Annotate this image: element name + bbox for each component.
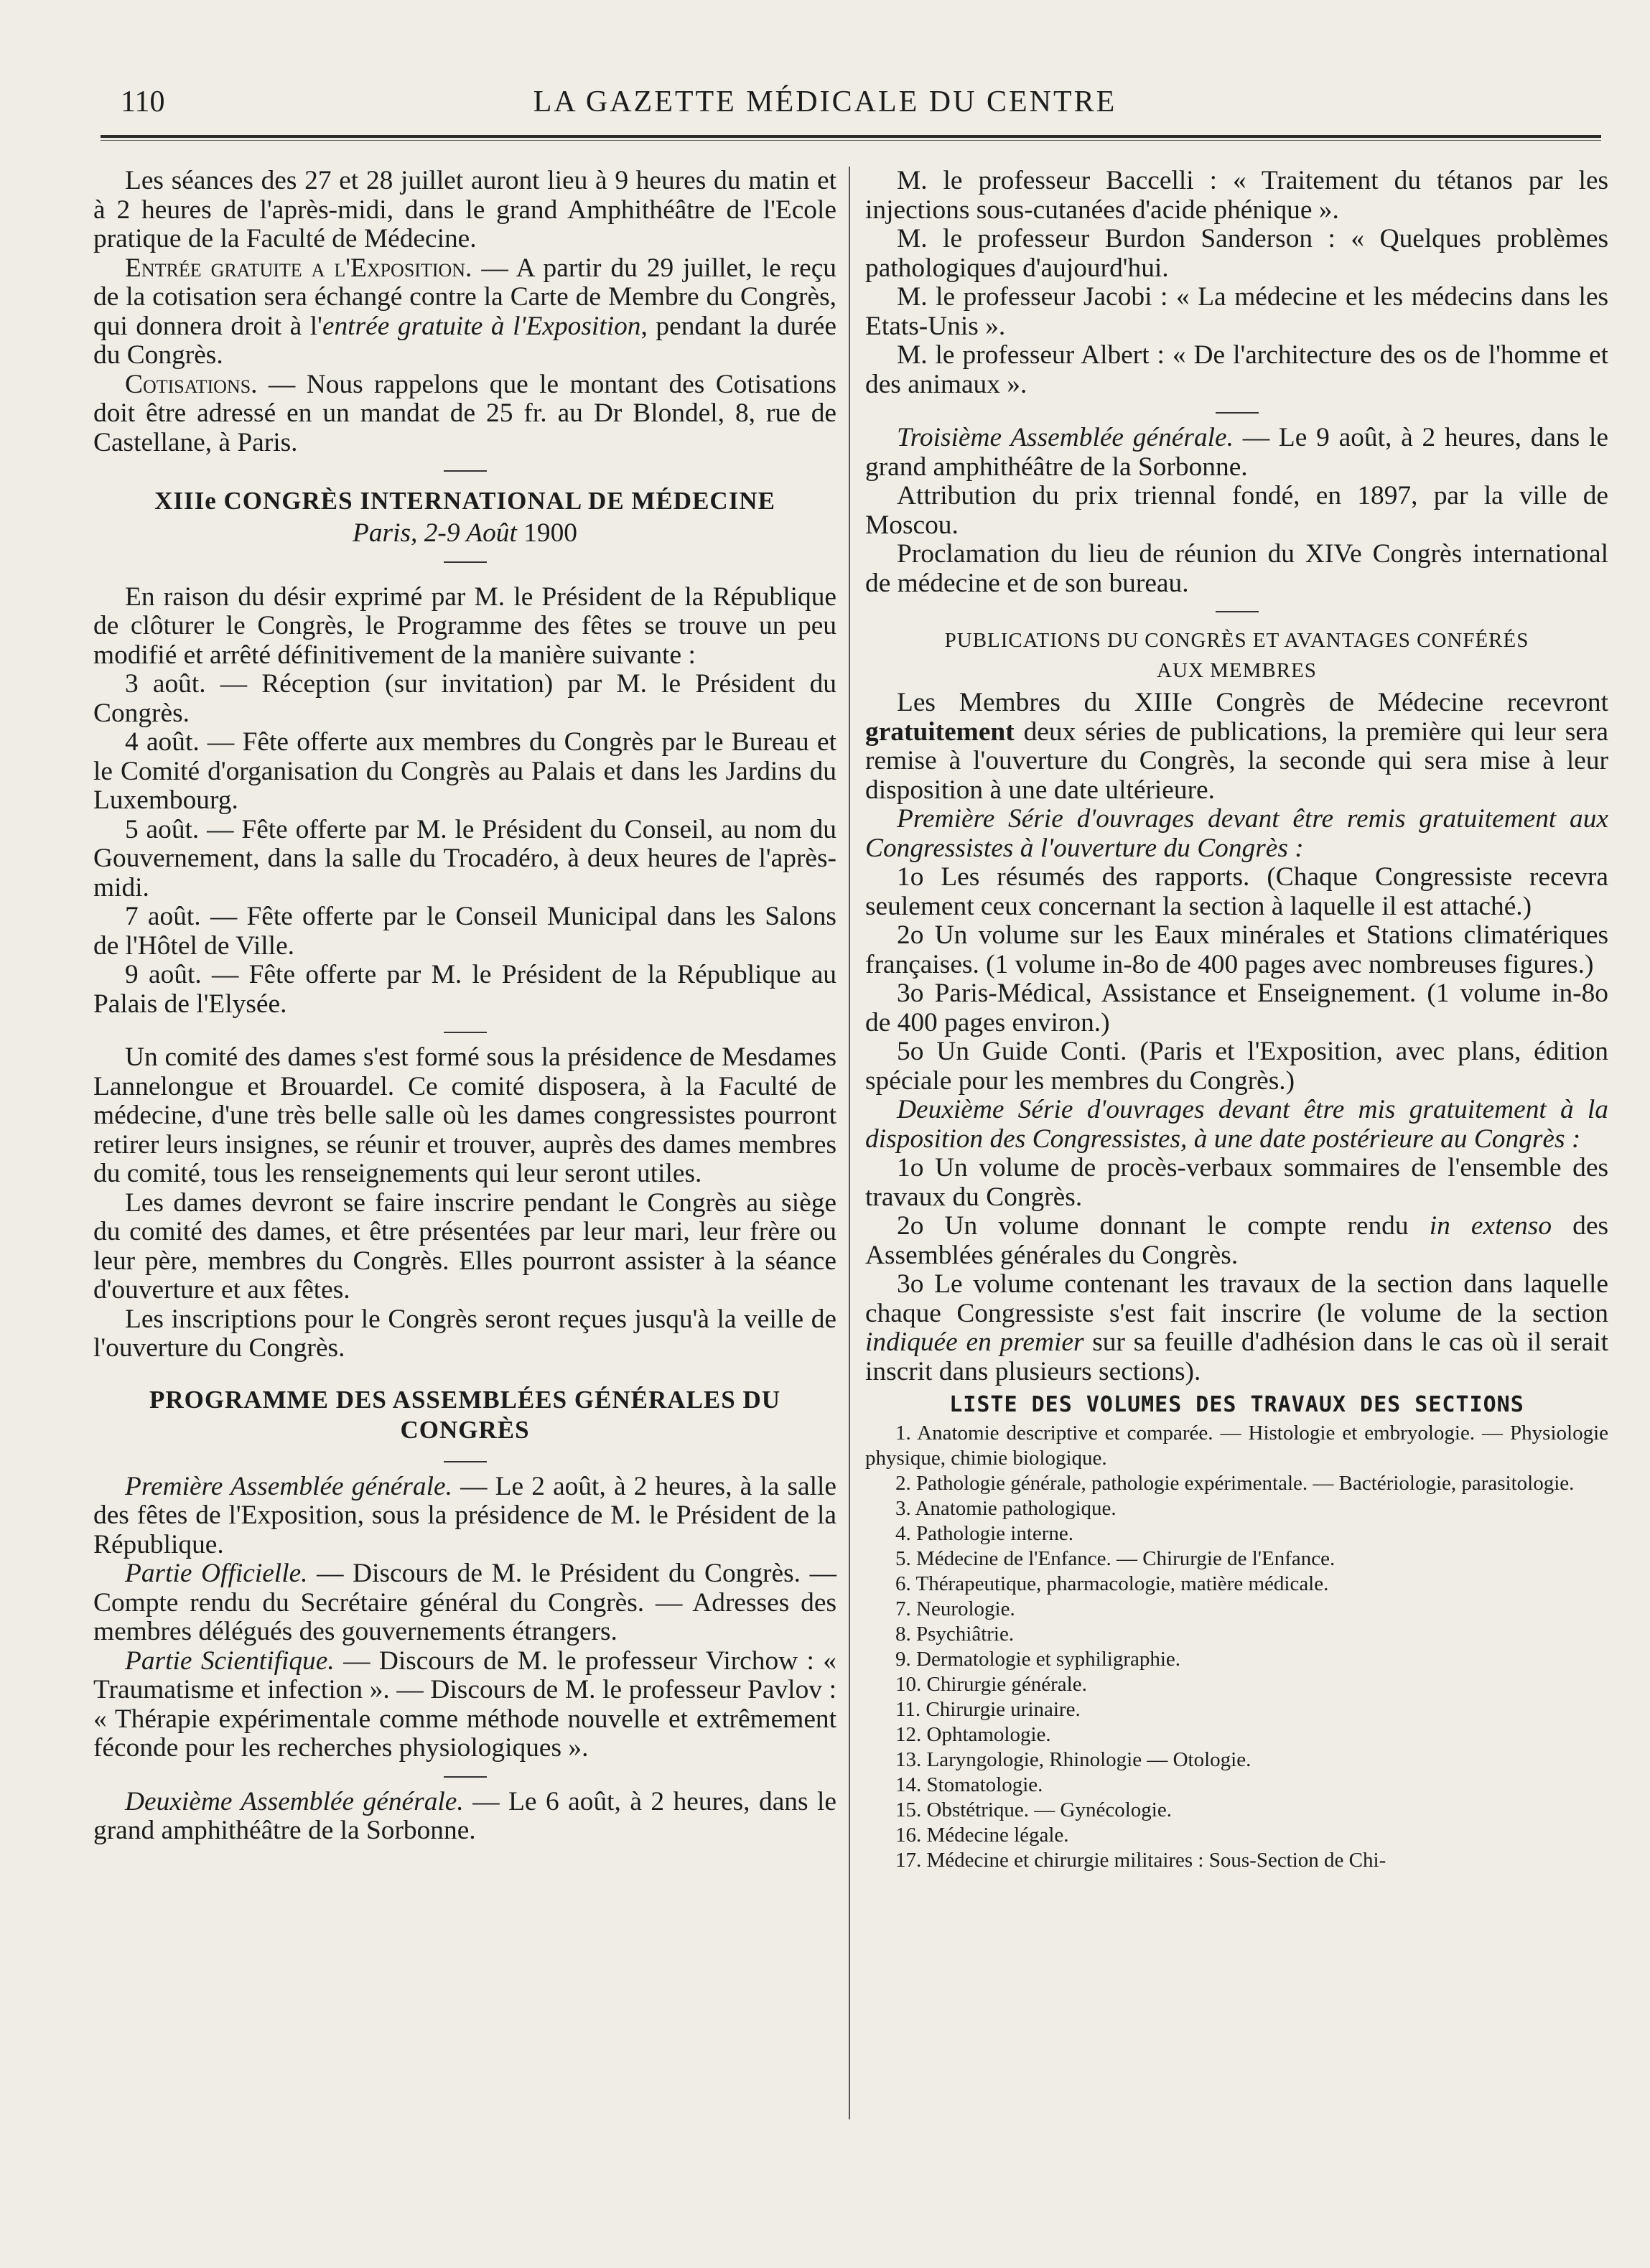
text-run: — Nous rappelons que le montant des Cotisations doit être adressé en un mandat de 25 fr. au Dr Blondel, 8, rue de Castellane, à Paris. bbox=[93, 369, 836, 457]
publication-item: 3o Paris-Médical, Assistance et Enseignement. (1 volume in-8o de 400 pages environ.) bbox=[865, 979, 1608, 1037]
separator bbox=[93, 1763, 836, 1788]
list-item: 14. Stomatologie. bbox=[895, 1773, 1043, 1796]
separator bbox=[93, 457, 836, 482]
separator bbox=[865, 598, 1608, 622]
paragraph bbox=[93, 254, 836, 370]
list-item: 12. Ophtamologie. bbox=[895, 1723, 1051, 1746]
list-item: 1. Anatomie descriptive et comparée. — Histologie et embryologie. — Physiologie physique, chimie biologique. bbox=[865, 1422, 1608, 1470]
paragraph bbox=[93, 1647, 836, 1763]
italic-run: Partie Scientifique. bbox=[125, 1646, 335, 1676]
paragraph: Les inscriptions pour le Congrès seront reçues jusqu'à la veille de l'ouverture du Congrès. bbox=[93, 1304, 836, 1363]
publication-item: 2o Un volume sur les Eaux minérales et Stations climatériques françaises. (1 volume in-8o de 400 pages avec nombreuses figures.) bbox=[865, 920, 1608, 979]
italic-run: Paris, 2-9 Août bbox=[353, 518, 517, 548]
talk-item: M. le professeur Albert : « De l'architecture des os de l'homme et des animaux ». bbox=[865, 340, 1608, 399]
paragraph bbox=[865, 689, 1608, 805]
publication-item: 1o Un volume de procès-verbaux sommaires de l'ensemble des travaux du Congrès. bbox=[865, 1153, 1608, 1212]
list-item: 10. Chirurgie générale. bbox=[895, 1673, 1087, 1696]
list-item: 4. Pathologie interne. bbox=[895, 1522, 1074, 1545]
italic-run: Première Assemblée générale. bbox=[125, 1471, 452, 1501]
publication-item: 1o Les résumés des rapports. (Chaque Congressiste recevra seulement ceux concernant la section à laquelle il est attaché.) bbox=[865, 862, 1608, 921]
italic-run: Deuxième Assemblée générale. bbox=[125, 1786, 464, 1816]
section-heading: PROGRAMME DES ASSEMBLÉES GÉNÉRALES DU CONGRÈS bbox=[149, 1385, 781, 1444]
list-heading: LISTE DES VOLUMES DES TRAVAUX DES SECTIONS bbox=[949, 1392, 1524, 1417]
talk-item: M. le professeur Jacobi : « La médecine et les médecins dans les Etats-Unis ». bbox=[865, 282, 1608, 341]
text-run: deux séries de publications, la première qui leur sera remise à l'ouverture du Congrès, la seconde qui sera mise à leur disposition à une date ultérieure. bbox=[865, 717, 1608, 805]
list-item: 13. Laryngologie, Rhinologie — Otologie. bbox=[895, 1748, 1252, 1771]
header-rule bbox=[101, 135, 1601, 138]
bold-run: gratuitement bbox=[865, 717, 1015, 747]
paragraph: Attribution du prix triennal fondé, en 1897, par la ville de Moscou. bbox=[865, 481, 1608, 540]
paragraph bbox=[865, 424, 1608, 482]
journal-title: LA GAZETTE MÉDICALE DU CENTRE bbox=[533, 85, 1117, 118]
publication-item bbox=[865, 1212, 1608, 1270]
paragraph: Un comité des dames s'est formé sous la présidence de Mesdames Lannelongue et Brouardel. Ce comité disposera, à la Faculté de médecine, d'une très belle salle où les dames congressistes pourront retirer leurs insignes, se réunir et trouver, auprès des dames membres du comité, tous les renseignements qui leur seront utiles. bbox=[93, 1042, 836, 1188]
text-run: , pendant la durée du Congrès. bbox=[93, 311, 836, 370]
italic-run: entrée gratuite à l'Exposition bbox=[322, 311, 641, 341]
header-rule-thin bbox=[101, 140, 1601, 141]
text-run: — Le 9 août, à 2 heures, dans le grand amphithéâtre de la Sorbonne. bbox=[865, 423, 1609, 482]
italic-run: in extenso bbox=[1429, 1211, 1552, 1241]
separator bbox=[93, 1448, 836, 1473]
series-heading bbox=[865, 1096, 1608, 1154]
list-item: 5. Médecine de l'Enfance. — Chirurgie de l'Enfance. bbox=[895, 1547, 1336, 1570]
page-number: 110 bbox=[121, 85, 165, 118]
paragraph: Les dames devront se faire inscrire pendant le Congrès au siège du comité des dames, et être présentées par leur mari, leur frère ou leur père, membres du Congrès. Elles pourront assister à la séance d'ouverture et aux fêtes. bbox=[93, 1187, 836, 1305]
publication-item: 5o Un Guide Conti. (Paris et l'Exposition, avec plans, édition spéciale pour les membres du Congrès.) bbox=[865, 1037, 1608, 1096]
italic-run: Troisième Assemblée générale. bbox=[897, 423, 1234, 452]
text-run: 3o Le volume contenant les travaux de la section dans laquelle chaque Congressiste s'est fait inscrire (le volume de la section bbox=[865, 1269, 1608, 1328]
section-heading: XIIIe CONGRÈS INTERNATIONAL DE MÉDECINE bbox=[154, 487, 775, 515]
italic-run: indiquée en premier bbox=[865, 1327, 1084, 1357]
paragraph bbox=[93, 1559, 836, 1647]
paragraph: Les séances des 27 et 28 juillet auront lieu à 9 heures du matin et à 2 heures de l'après-midi, dans le grand Amphithéâtre de l'Ecole pratique de la Faculté de Médecine. bbox=[93, 166, 836, 253]
list-item: 7. Neurologie. bbox=[895, 1597, 1015, 1620]
italic-run: Première Série d'ouvrages devant être remis gratuitement aux Congressistes à l'ouverture du Congrès : bbox=[865, 804, 1608, 863]
publications-heading bbox=[865, 625, 1608, 686]
list-item: 2. Pathologie générale, pathologie expérimentale. — Bactériologie, parasitologie. bbox=[895, 1472, 1575, 1495]
text-run: Les Membres du XIIIe Congrès de Médecine recevront bbox=[897, 688, 1608, 717]
series-heading bbox=[865, 805, 1608, 863]
talk-item: M. le professeur Burdon Sanderson : « Quelques problèmes pathologiques d'aujourd'hui. bbox=[865, 224, 1608, 283]
italic-run: Deuxième Série d'ouvrages devant être mis gratuitement à la disposition des Congressistes, à une date postérieure au Congrès : bbox=[865, 1095, 1608, 1154]
publications-heading-line: PUBLICATIONS DU CONGRÈS ET AVANTAGES CONFÉRÉS bbox=[944, 629, 1529, 652]
list-item: 16. Médecine légale. bbox=[895, 1824, 1069, 1847]
text-run: — Discours de M. le professeur Virchow : « Traumatisme et infection ». — Discours de M. le professeur Pavlov : « Thérapie expérimentale comme méthode nouvelle et extrêmement féconde pour les recherches physiologiques ». bbox=[93, 1646, 837, 1763]
publication-item bbox=[865, 1270, 1608, 1386]
publications-heading-line: AUX MEMBRES bbox=[1157, 659, 1317, 682]
paragraph bbox=[93, 1473, 836, 1560]
separator bbox=[93, 549, 836, 573]
event-item: 3 août. — Réception (sur invitation) par M. le Président du Congrès. bbox=[93, 669, 836, 728]
text-run: — A partir du 29 juillet, le reçu de la cotisation sera échangé contre la Carte de Membre du Congrès, qui donnera droit à l' bbox=[93, 253, 837, 341]
event-item: 5 août. — Fête offerte par M. le Président du Conseil, au nom du Gouvernement, dans la salle du Trocadéro, à deux heures de l'après-midi. bbox=[93, 814, 836, 902]
right-column bbox=[865, 167, 1608, 1873]
event-item: 7 août. — Fête offerte par le Conseil Municipal dans les Salons de l'Hôtel de Ville. bbox=[93, 902, 836, 961]
text-run: — Discours de M. le Président du Congrès. — Compte rendu du Secrétaire général du Congrès. — Adresses des membres délégués des gouvernements étrangers. bbox=[93, 1559, 836, 1646]
separator bbox=[865, 399, 1608, 424]
text-run: sur sa feuille d'adhésion dans le cas où il serait inscrit dans plusieurs sections). bbox=[865, 1327, 1608, 1386]
list-item: 3. Anatomie pathologique. bbox=[895, 1497, 1117, 1520]
text-run: des Assemblées générales du Congrès. bbox=[865, 1211, 1608, 1270]
list-item: 9. Dermatologie et syphiligraphie. bbox=[895, 1648, 1181, 1671]
talk-item: M. le professeur Baccelli : « Traitement du tétanos par les injections sous-cutanées d'acide phénique ». bbox=[865, 166, 1608, 225]
paragraph bbox=[93, 1788, 836, 1846]
sections-list bbox=[865, 1421, 1608, 1873]
paragraph: Proclamation du lieu de réunion du XIVe Congrès international de médecine et de son bureau. bbox=[865, 539, 1608, 598]
list-item: 8. Psychiâtrie. bbox=[895, 1623, 1015, 1646]
text-run: 2o Un volume donnant le compte rendu bbox=[897, 1211, 1430, 1241]
list-item: 17. Médecine et chirurgie militaires : Sous-Section de Chi- bbox=[895, 1849, 1386, 1872]
page-header bbox=[0, 0, 1650, 144]
text-run: 1900 bbox=[523, 518, 577, 548]
run-in-head: Entrée gratuite a l'Exposition. bbox=[125, 253, 472, 283]
paragraph: En raison du désir exprimé par M. le Président de la République de clôturer le Congrès, le Programme des fêtes se trouve un peu modifié et arrêté définitivement de la manière suivante : bbox=[93, 582, 836, 670]
section-subheading bbox=[93, 519, 836, 549]
list-item: 11. Chirurgie urinaire. bbox=[895, 1698, 1081, 1721]
left-column bbox=[93, 167, 836, 1846]
column-divider bbox=[849, 167, 850, 2119]
event-item: 9 août. — Fête offerte par M. le Président de la République au Palais de l'Elysée. bbox=[93, 960, 836, 1019]
event-item: 4 août. — Fête offerte aux membres du Congrès par le Bureau et le Comité d'organisation du Congrès au Palais et dans les Jardins du Luxembourg. bbox=[93, 727, 836, 815]
separator bbox=[93, 1019, 836, 1043]
list-item: 6. Thérapeutique, pharmacologie, matière médicale. bbox=[895, 1572, 1329, 1595]
list-item: 15. Obstétrique. — Gynécologie. bbox=[895, 1798, 1172, 1821]
paragraph bbox=[93, 370, 836, 458]
run-in-head: Cotisations. bbox=[125, 369, 258, 399]
italic-run: Partie Officielle. bbox=[125, 1559, 308, 1588]
text-run: — Le 2 août, à 2 heures, à la salle des fêtes de l'Exposition, sous la présidence de M. le Président de la République. bbox=[93, 1471, 837, 1559]
text-run: — Le 6 août, à 2 heures, dans le grand amphithéâtre de la Sorbonne. bbox=[93, 1786, 837, 1845]
